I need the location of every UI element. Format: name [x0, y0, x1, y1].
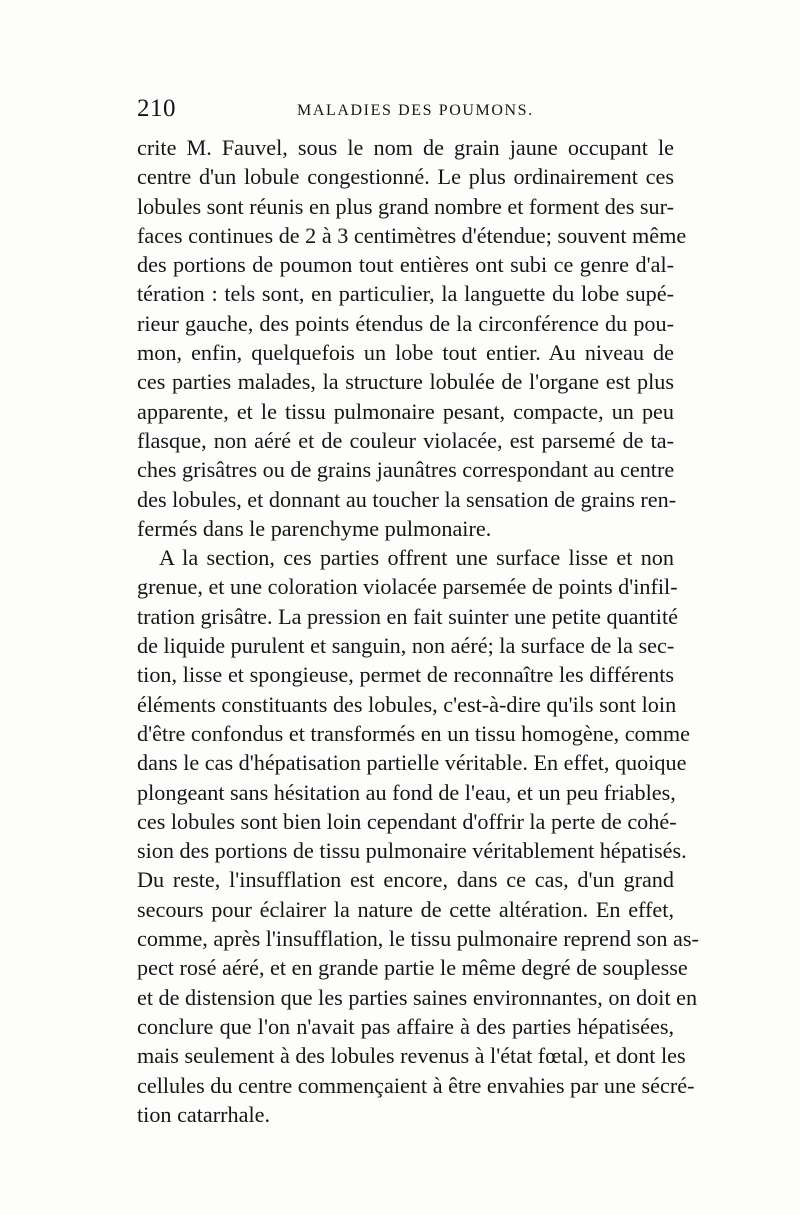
text-line: comme, après l'insufflation, le tissu pulmonaire reprend son as-	[137, 926, 699, 952]
text-line: apparente, et le tissu pulmonaire pesant, compacte, un peu	[137, 398, 674, 424]
text-line: plongeant sans hésitation au fond de l'eau, et un peu friables,	[137, 779, 676, 805]
text-line: tion, lisse et spongieuse, permet de reconnaître les différents	[137, 662, 674, 688]
body-text	[137, 133, 699, 1129]
text-line: ces lobules sont bien loin cependant d'offrir la perte de cohé-	[137, 808, 677, 834]
text-line: rieur gauche, des points étendus de la circonférence du pou-	[137, 310, 674, 336]
page-number: 210	[137, 95, 176, 122]
text-line: tration grisâtre. La pression en fait suinter une petite quantité	[137, 603, 678, 629]
text-line: éléments constituants des lobules, c'est-à-dire qu'ils sont loin	[137, 691, 677, 717]
paragraph-2	[137, 543, 699, 1129]
text-line: dans le cas d'hépatisation partielle véritable. En effet, quoique	[137, 750, 687, 776]
text-line: flasque, non aéré et de couleur violacée, est parsemé de ta-	[137, 427, 674, 453]
text-line: fermés dans le parenchyme pulmonaire.	[137, 515, 492, 541]
text-line: Du reste, l'insufflation est encore, dans ce cas, d'un grand	[137, 867, 674, 893]
text-line: conclure que l'on n'avait pas affaire à des parties hépatisées,	[137, 1013, 674, 1039]
text-line: des portions de poumon tout entières ont subi ce genre d'al-	[137, 252, 674, 278]
running-head: MALADIES DES POUMONS.	[297, 102, 534, 119]
text-line: et de distension que les parties saines environnantes, on doit en	[137, 984, 698, 1010]
text-line: de liquide purulent et sanguin, non aéré; la surface de la sec-	[137, 633, 675, 659]
text-line: des lobules, et donnant au toucher la sensation de grains ren-	[137, 486, 677, 512]
paragraph-1	[137, 133, 687, 543]
text-line: lobules sont réunis en plus grand nombre et forment des sur-	[137, 193, 674, 219]
text-line: ches grisâtres ou de grains jaunâtres correspondant au centre	[137, 457, 675, 483]
text-line: cellules du centre commençaient à être envahies par une sécré-	[137, 1072, 695, 1098]
page-header	[137, 94, 677, 128]
text-line: tion catarrhale.	[137, 1101, 271, 1127]
text-line: ces parties malades, la structure lobulée de l'organe est plus	[137, 369, 674, 395]
text-line: mon, enfin, quelquefois un lobe tout entier. Au niveau de	[137, 340, 674, 366]
text-line: grenue, et une coloration violacée parsemée de points d'infil-	[137, 574, 678, 600]
text-line: secours pour éclairer la nature de cette altération. En effet,	[137, 896, 674, 922]
text-line: centre d'un lobule congestionné. Le plus ordinairement ces	[137, 164, 674, 190]
text-line: tération : tels sont, en particulier, la languette du lobe supé-	[137, 281, 674, 307]
text-line: sion des portions de tissu pulmonaire véritablement hépatisés.	[137, 838, 687, 864]
text-line: pect rosé aéré, et en grande partie le même degré de souplesse	[137, 955, 688, 981]
text-line: d'être confondus et transformés en un tissu homogène, comme	[137, 720, 690, 746]
text-line: A la section, ces parties offrent une surface lisse et non	[159, 545, 674, 571]
text-line: mais seulement à des lobules revenus à l'état fœtal, et dont les	[137, 1043, 686, 1069]
text-line: faces continues de 2 à 3 centimètres d'étendue; souvent même	[137, 222, 687, 248]
text-line: crite M. Fauvel, sous le nom de grain jaune occupant le	[137, 135, 674, 160]
